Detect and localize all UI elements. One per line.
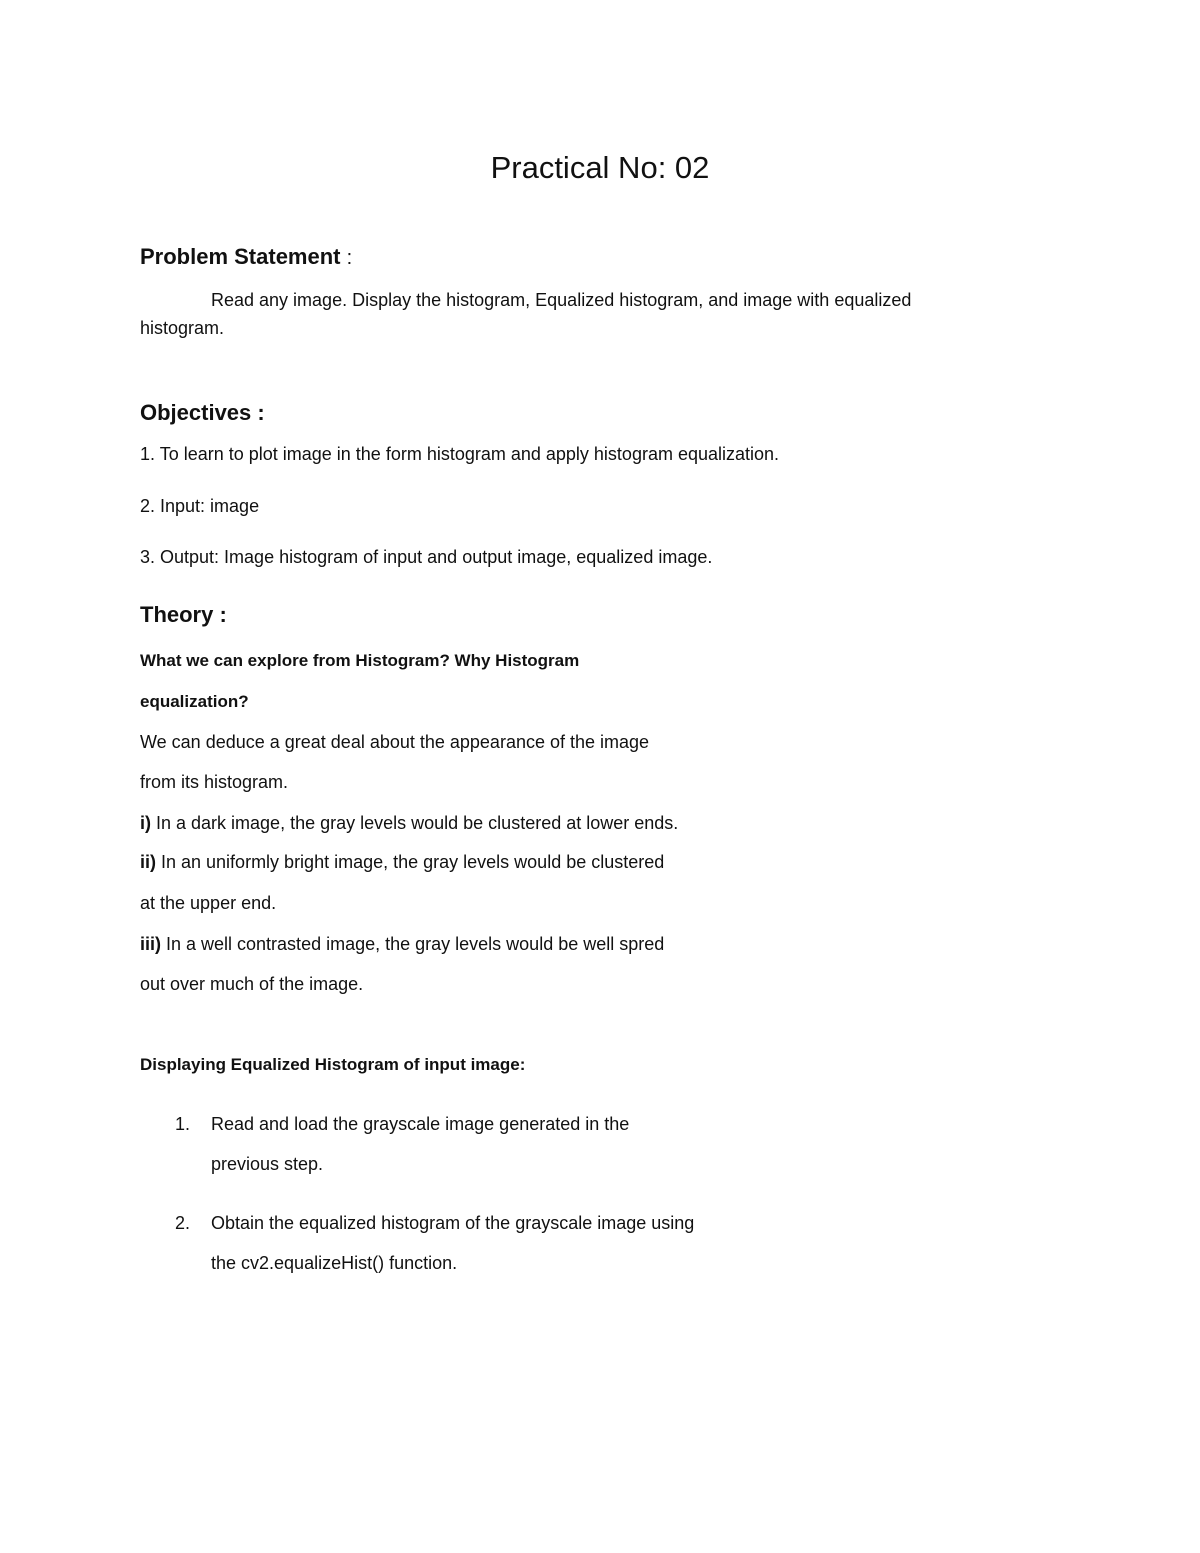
problem-text-line2: histogram. bbox=[140, 318, 225, 338]
theory-point-3-text: In a well contrasted image, the gray levels would be well spred bbox=[161, 934, 665, 954]
theory-point-2 bbox=[140, 852, 664, 873]
theory-point-3-continued: out over much of the image. bbox=[140, 974, 364, 994]
objective-item-1: 1. To learn to plot image in the form histogram and apply histogram equalization. bbox=[140, 444, 780, 464]
step-2-line1: Obtain the equalized histogram of the grayscale image using bbox=[211, 1213, 695, 1233]
theory-question-line2: equalization? bbox=[140, 692, 249, 711]
problem-heading-text: Problem Statement bbox=[140, 244, 341, 269]
step-1-line2: previous step. bbox=[211, 1154, 324, 1174]
theory-point-1 bbox=[140, 813, 678, 834]
theory-point-2-text: In an uniformly bright image, the gray levels would be clustered bbox=[156, 852, 665, 872]
problem-heading bbox=[140, 244, 352, 270]
theory-paragraph-line2: from its histogram. bbox=[140, 772, 289, 792]
page-title: Practical No: 02 bbox=[490, 150, 710, 185]
equalized-heading: Displaying Equalized Histogram of input image: bbox=[140, 1055, 526, 1074]
theory-point-3-label: iii) bbox=[140, 934, 161, 954]
theory-point-3 bbox=[140, 934, 664, 955]
theory-point-2-continued: at the upper end. bbox=[140, 893, 277, 913]
theory-paragraph-line1: We can deduce a great deal about the appearance of the image bbox=[140, 732, 650, 752]
step-2-number: 2. bbox=[175, 1213, 191, 1233]
theory-point-1-text: In a dark image, the gray levels would be clustered at lower ends. bbox=[151, 813, 679, 833]
step-1-line1: Read and load the grayscale image generated in the bbox=[211, 1114, 630, 1134]
objective-item-2: 2. Input: image bbox=[140, 496, 260, 516]
theory-point-1-label: i) bbox=[140, 813, 151, 833]
problem-heading-colon: : bbox=[346, 247, 353, 269]
theory-heading: Theory : bbox=[140, 602, 227, 627]
step-2-line2: the cv2.equalizeHist() function. bbox=[211, 1253, 458, 1273]
objective-item-3: 3. Output: Image histogram of input and output image, equalized image. bbox=[140, 547, 713, 567]
problem-text-line1: Read any image. Display the histogram, Equalized histogram, and image with equalized bbox=[211, 290, 912, 310]
objectives-heading: Objectives : bbox=[140, 400, 265, 425]
step-1-number: 1. bbox=[175, 1114, 191, 1134]
theory-question-line1: What we can explore from Histogram? Why Histogram bbox=[140, 651, 580, 670]
theory-point-2-label: ii) bbox=[140, 852, 156, 872]
